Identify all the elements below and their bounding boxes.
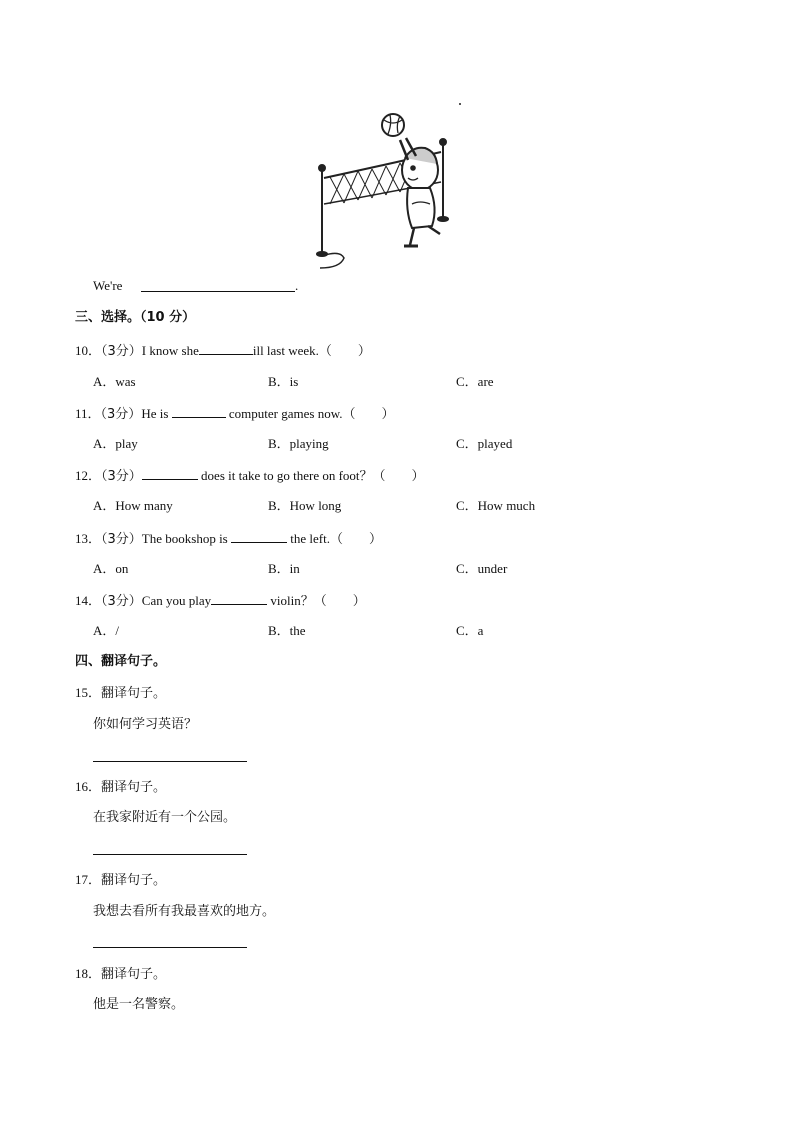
question-before: Can you play: [141, 593, 212, 608]
option-b[interactable]: B．How long: [268, 498, 342, 513]
section4-heading: 四、翻译句子。: [75, 654, 167, 669]
answer-blank[interactable]: [211, 592, 267, 605]
question-11: [75, 405, 395, 423]
chinese-sentence: 我想去看所有我最喜欢的地方。: [93, 904, 276, 919]
question-prompt: 翻译句子。: [101, 967, 167, 982]
question-12: [75, 467, 425, 485]
option-c[interactable]: C．played: [456, 436, 513, 451]
option-a[interactable]: A．How many: [93, 498, 173, 513]
section3-heading: 三、选择。（10 分）: [75, 310, 196, 325]
question-before: I know she: [141, 343, 199, 358]
question-before: He is: [141, 406, 169, 421]
question-13: [75, 530, 382, 548]
question-score: （3分）: [100, 407, 142, 422]
answer-line[interactable]: [93, 947, 247, 948]
question-after: computer games now.（ ）: [228, 406, 395, 421]
question-18: [75, 966, 166, 983]
option-b[interactable]: B．in: [268, 561, 300, 576]
dot-mark: [459, 103, 461, 105]
option-a[interactable]: A．was: [93, 374, 136, 389]
question-prompt: 翻译句子。: [101, 780, 167, 795]
question-prompt: 翻译句子。: [101, 873, 167, 888]
answer-blank[interactable]: [199, 342, 253, 355]
question-16: [75, 779, 166, 796]
question-number: 14．: [75, 593, 102, 608]
question-number: 11．: [75, 406, 101, 421]
question-after: ill last week.（ ）: [252, 343, 371, 358]
question-score: （3分）: [101, 594, 142, 609]
question-after: the left.（ ）: [290, 531, 382, 546]
option-b[interactable]: B．the: [268, 623, 306, 638]
fill-sentence-blank[interactable]: [141, 291, 295, 292]
question-score: （3分）: [101, 532, 142, 547]
volleyball-illustration: [300, 100, 470, 275]
option-c[interactable]: C．How much: [456, 498, 536, 513]
question-score: （3分）: [101, 344, 142, 359]
chinese-sentence: 他是一名警察。: [93, 997, 185, 1012]
option-a[interactable]: A．/: [93, 623, 120, 638]
answer-blank[interactable]: [142, 467, 198, 480]
option-a[interactable]: A．play: [93, 436, 138, 451]
option-b[interactable]: B．playing: [268, 436, 329, 451]
question-14: [75, 592, 366, 610]
answer-line[interactable]: [93, 854, 247, 855]
question-15: [75, 685, 166, 702]
question-prompt: 翻译句子。: [101, 686, 167, 701]
question-after: violin？（ ）: [270, 593, 366, 608]
option-c[interactable]: C．are: [456, 374, 494, 389]
question-before: The bookshop is: [141, 531, 228, 546]
option-b[interactable]: B．is: [268, 374, 299, 389]
fill-sentence-end: .: [295, 278, 299, 293]
question-number: 13．: [75, 531, 102, 546]
answer-line[interactable]: [93, 761, 247, 762]
question-number: 12．: [75, 468, 102, 483]
answer-blank[interactable]: [172, 405, 226, 418]
question-number: 15．: [75, 685, 102, 700]
option-a[interactable]: A．on: [93, 561, 129, 576]
chinese-sentence: 你如何学习英语？: [93, 717, 198, 732]
question-after: does it take to go there on foot？（ ）: [201, 468, 425, 483]
question-number: 17．: [75, 872, 102, 887]
question-score: （3分）: [101, 469, 142, 484]
option-c[interactable]: C．under: [456, 561, 508, 576]
answer-blank[interactable]: [231, 530, 287, 543]
question-17: [75, 872, 166, 889]
question-number: 10．: [75, 343, 102, 358]
question-number: 18．: [75, 966, 102, 981]
fill-sentence: [93, 278, 122, 294]
question-10: [75, 342, 371, 360]
option-c[interactable]: C．a: [456, 623, 484, 638]
fill-sentence-text: We're: [93, 278, 123, 293]
question-number: 16．: [75, 779, 102, 794]
chinese-sentence: 在我家附近有一个公园。: [93, 810, 237, 825]
